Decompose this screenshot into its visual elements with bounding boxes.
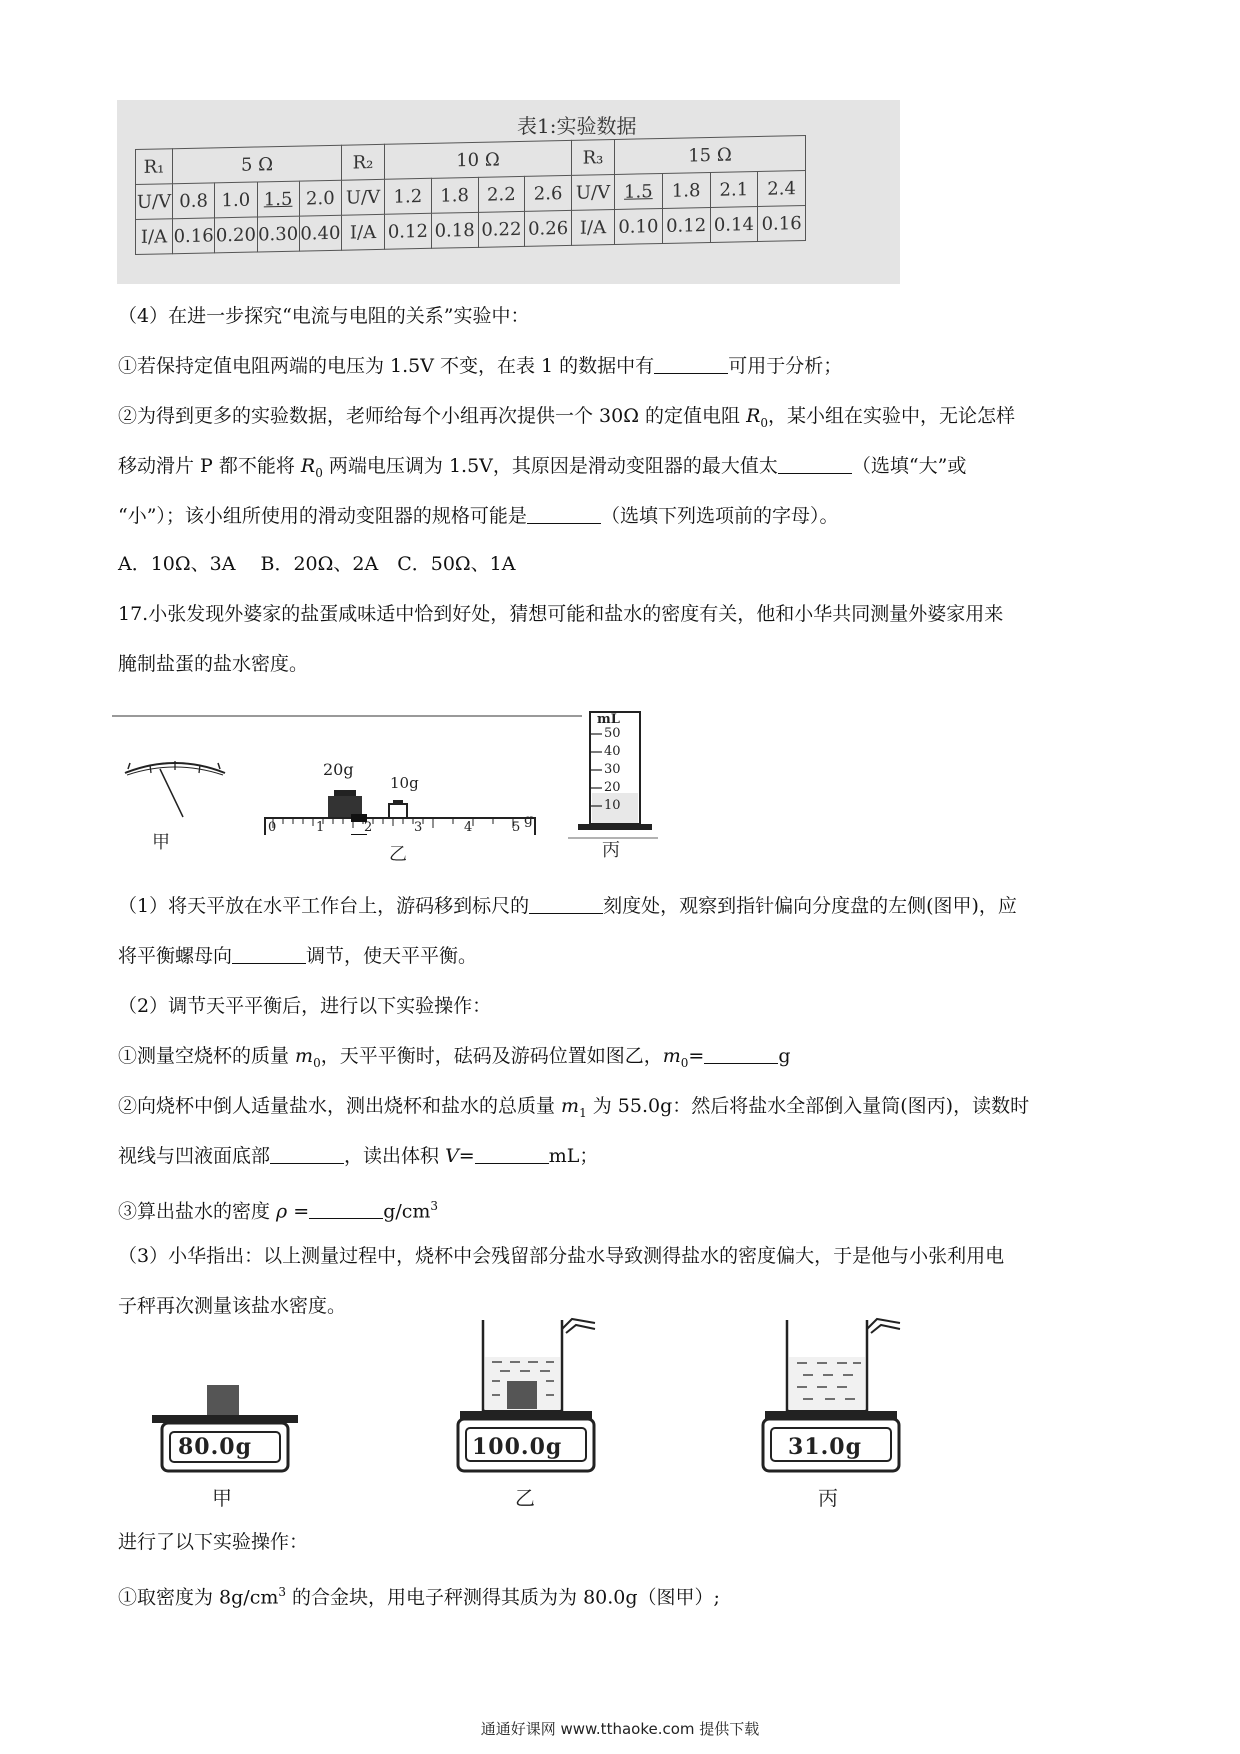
answer-blank[interactable]	[475, 1145, 549, 1164]
resistance: 5 Ω	[173, 145, 342, 184]
electronic-scale-jia	[150, 1380, 300, 1480]
figure-divider	[112, 715, 582, 717]
cell: 1.0	[215, 182, 257, 218]
caption-bing-2: 丙	[818, 1486, 838, 1510]
scale-tick-4: 4	[464, 820, 473, 835]
cell: 0.12	[662, 207, 710, 243]
scale-reading-bing: 31.0g	[788, 1434, 862, 1460]
q16-options: A．10Ω、3A B．20Ω、2A C．50Ω、1A	[118, 553, 516, 575]
i-header: I/A	[572, 209, 615, 245]
cell: 1.5	[257, 181, 299, 217]
q16-sub1: ①若保持定值电阻两端的电压为 1.5V 不变，在表 1 的数据中有 可用于分析；	[118, 355, 843, 377]
caption-yi: 乙	[389, 844, 407, 865]
cyl-mark-20: 20	[604, 780, 621, 795]
q17-p1-line2: 将平衡螺母向 调节，使天平平衡。	[118, 945, 478, 967]
scale-reading-yi: 100.0g	[472, 1434, 563, 1460]
cell: 2.2	[478, 176, 525, 212]
r-label: R₃	[572, 139, 615, 175]
resistance: 15 Ω	[615, 135, 806, 174]
balance-scale-figure	[255, 760, 545, 835]
cell: 0.40	[299, 215, 341, 251]
answer-blank[interactable]	[309, 1200, 383, 1219]
scale-tick-1: 1	[316, 820, 325, 835]
cell: 0.26	[525, 210, 572, 246]
cyl-mark-10: 10	[604, 798, 621, 813]
answer-blank[interactable]	[704, 1045, 778, 1064]
cell: 1.8	[431, 177, 478, 213]
caption-bing: 丙	[602, 840, 620, 861]
cell: 2.0	[299, 180, 341, 216]
cell: 1.5	[615, 173, 663, 209]
q16-sub2-line1: ②为得到更多的实验数据，老师给每个小组再次提供一个 30Ω 的定值电阻 $R_0$，某小组在实验中，无论怎样	[118, 405, 1016, 430]
i-header: I/A	[342, 214, 385, 250]
q17-p4: 进行了以下实验操作：	[118, 1531, 309, 1553]
table-1-photo	[117, 100, 900, 284]
cyl-mark-40: 40	[604, 744, 621, 759]
u-header: U/V	[572, 174, 615, 210]
weight-20g-label: 20g	[323, 760, 354, 779]
caption-jia-2: 甲	[212, 1486, 232, 1510]
r-label: R₂	[342, 144, 385, 180]
q17-p2-1: ①测量空烧杯的质量 $m_0$，天平平衡时，砝码及游码位置如图乙，$m_0= g$	[118, 1045, 791, 1070]
q17-p1-line1: （1）将天平放在水平工作台上，游码移到标尺的 刻度处，观察到指针偏向分度盘的左侧(图甲)，应	[118, 895, 1017, 917]
cell: 0.10	[615, 208, 663, 244]
answer-blank[interactable]	[232, 945, 306, 964]
u-header: U/V	[342, 179, 385, 215]
answer-blank[interactable]	[527, 505, 601, 524]
cell: 0.14	[710, 206, 758, 242]
cyl-mark-50: 50	[604, 726, 621, 741]
scale-tick-0: 0	[268, 820, 277, 835]
scale-tick-3: 3	[414, 820, 423, 835]
q17-p2-2-line1: ②向烧杯中倒人适量盐水，测出烧杯和盐水的总质量 $m_1$ 为 55.0g：然后将盐水全部倒入量筒(图丙)，读数时	[118, 1095, 1030, 1120]
page-footer: 通通好课网 www.tthaoke.com 提供下载	[480, 1720, 760, 1738]
q17-p2: （2）调节天平平衡后，进行以下实验操作：	[118, 995, 492, 1017]
q17-p2-3: ③算出盐水的密度 $\rho = g/cm^3$	[118, 1199, 439, 1223]
cell: 0.16	[173, 218, 215, 254]
weight-10g-label: 10g	[390, 774, 419, 792]
q16-sub2-line3: “小”）；该小组所使用的滑动变阻器的规格可能是 （选填下列选项前的字母）。	[118, 505, 839, 527]
cell: 0.30	[257, 216, 299, 252]
scale-unit: g	[524, 812, 533, 828]
cylinder-unit: mL	[597, 712, 620, 727]
cell: 0.12	[385, 213, 432, 249]
scale-tick-2: 2	[364, 820, 373, 835]
cyl-mark-30: 30	[604, 762, 621, 777]
q17-p5: ①取密度为 $8g/cm^3$ 的合金块，用电子秤测得其质为为 80.0g（图甲）;	[118, 1585, 720, 1609]
cell: 2.1	[710, 171, 758, 207]
table-title: 表1:实验数据	[517, 114, 637, 138]
scale-reading-jia: 80.0g	[178, 1434, 252, 1460]
cell: 0.18	[431, 212, 478, 248]
cell: 0.16	[758, 205, 806, 241]
cell: 0.8	[173, 183, 215, 219]
cell: 1.2	[385, 178, 432, 214]
q17-stem-1: 17.小张发现外婆家的盐蛋咸味适中恰到好处，猜想可能和盐水的密度有关，他和小华共同测量外婆家用来	[118, 603, 1004, 625]
r-label: R₁	[136, 149, 173, 185]
resistance: 10 Ω	[385, 140, 572, 179]
q17-stem-2: 腌制盐蛋的盐水密度。	[118, 653, 309, 675]
cell: 2.4	[758, 170, 806, 206]
q17-p3-line2: 子秤再次测量该盐水密度。	[118, 1295, 347, 1317]
q17-p2-2-line2: 视线与凹液面底部 ，读出体积 V= mL；	[118, 1145, 599, 1167]
data-table	[135, 135, 806, 255]
q17-p3-line1: （3）小华指出：以上测量过程中，烧杯中会残留部分盐水导致测得盐水的密度偏大，于是他与小张利用电	[118, 1245, 1005, 1267]
cell: 0.22	[478, 211, 525, 247]
pointer-dial-figure	[120, 755, 230, 825]
i-header: I/A	[136, 219, 173, 255]
scale-tick-5: 5	[512, 820, 521, 835]
cell: 2.6	[525, 175, 572, 211]
cell: 0.20	[215, 217, 257, 253]
u-header: U/V	[136, 184, 173, 220]
q16-sub2-line2: 移动滑片 P 都不能将 $R_0$ 两端电压调为 1.5V，其原因是滑动变阻器的最大值太 （选填“大”或	[118, 455, 967, 480]
answer-blank[interactable]	[270, 1145, 344, 1164]
caption-jia: 甲	[152, 832, 170, 853]
cell: 1.8	[662, 172, 710, 208]
answer-blank[interactable]	[529, 895, 603, 914]
caption-yi-2: 乙	[515, 1486, 535, 1510]
answer-blank[interactable]	[654, 355, 728, 374]
answer-blank[interactable]	[778, 455, 852, 474]
q16-part4: （4）在进一步探究“电流与电阻的关系”实验中：	[118, 305, 530, 327]
